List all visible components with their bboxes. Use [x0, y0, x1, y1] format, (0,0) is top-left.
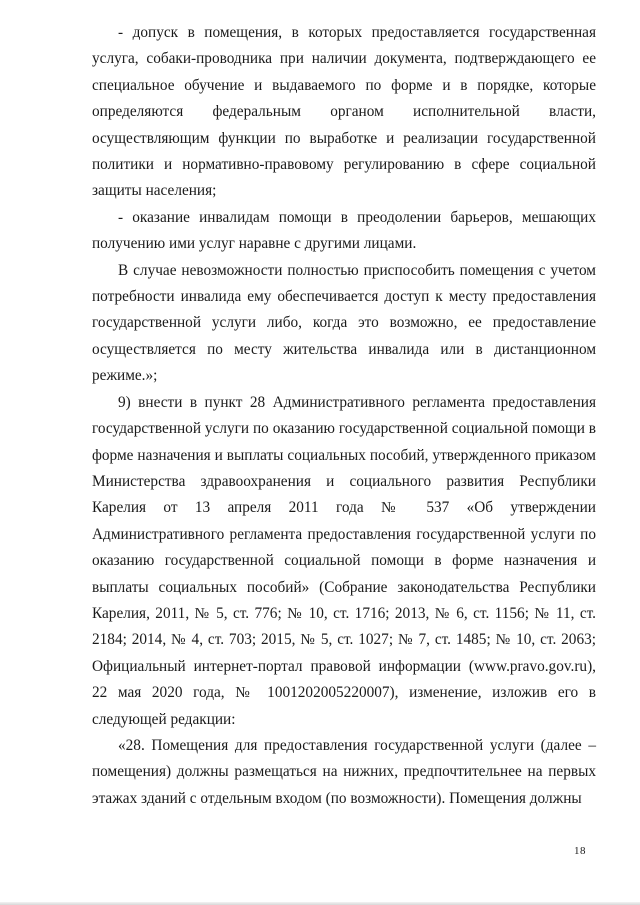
document-body	[92, 20, 596, 812]
paragraph-amendment-item-9: 9) внести в пункт 28 Административного регламента предоставления государственной услуги по оказанию государственной социальной помощи в форме назначения и выплаты социальных пособий, утвержденного приказом Министерства здравоохранения и социального развития Республики Карелия от 13 апреля 2011 года № 537 «Об утверждении Административного регламента предоставления государственной услуги по оказанию государственной социальной помощи в форме назначения и выплаты социальных пособий» (Собрание законодательства Республики Карелия, 2011, № 5, ст. 776; № 10, ст. 1716; 2013, № 6, ст. 1156; № 11, ст. 2184; 2014, № 4, ст. 703; 2015, № 5, ст. 1027; № 7, ст. 1485; № 10, ст. 2063; Официальный интернет-портал правовой информации (www.pravo.gov.ru), 22 мая 2020 года, № 1001202005220007), изменение, изложив его в следующей редакции:	[92, 393, 596, 728]
page-number: 18	[574, 845, 586, 857]
paragraph-clause-28: «28. Помещения для предоставления государственной услуги (далее – помещения) должны размещаться на нижних, предпочтительнее на первых этажах зданий с отдельным входом (по возможности). Помещения должны	[92, 736, 596, 807]
paragraph-guide-dog-access: - допуск в помещения, в которых предоставляется государственная услуга, собаки-проводника при наличии документа, подтверждающего ее специальное обучение и выдаваемого по форме и в порядке, которые определяются федеральным органом исполнительной власти, осуществляющим функции по выработке и реализации государственной политики и нормативно-правовому регулированию в сфере социальной защиты населения;	[92, 24, 596, 200]
paragraph-impossibility-adaptation: В случае невозможности полностью приспособить помещения с учетом потребности инвалида ему обеспечивается доступ к месту предоставления государственной услуги либо, когда это возможно, ее предоставление осуществляется по месту жительства инвалида или в дистанционном режиме.»;	[92, 261, 596, 385]
paragraph-assistance-barriers: - оказание инвалидам помощи в преодолении барьеров, мешающих получению ими услуг наравне с другими лицами.	[92, 208, 596, 253]
